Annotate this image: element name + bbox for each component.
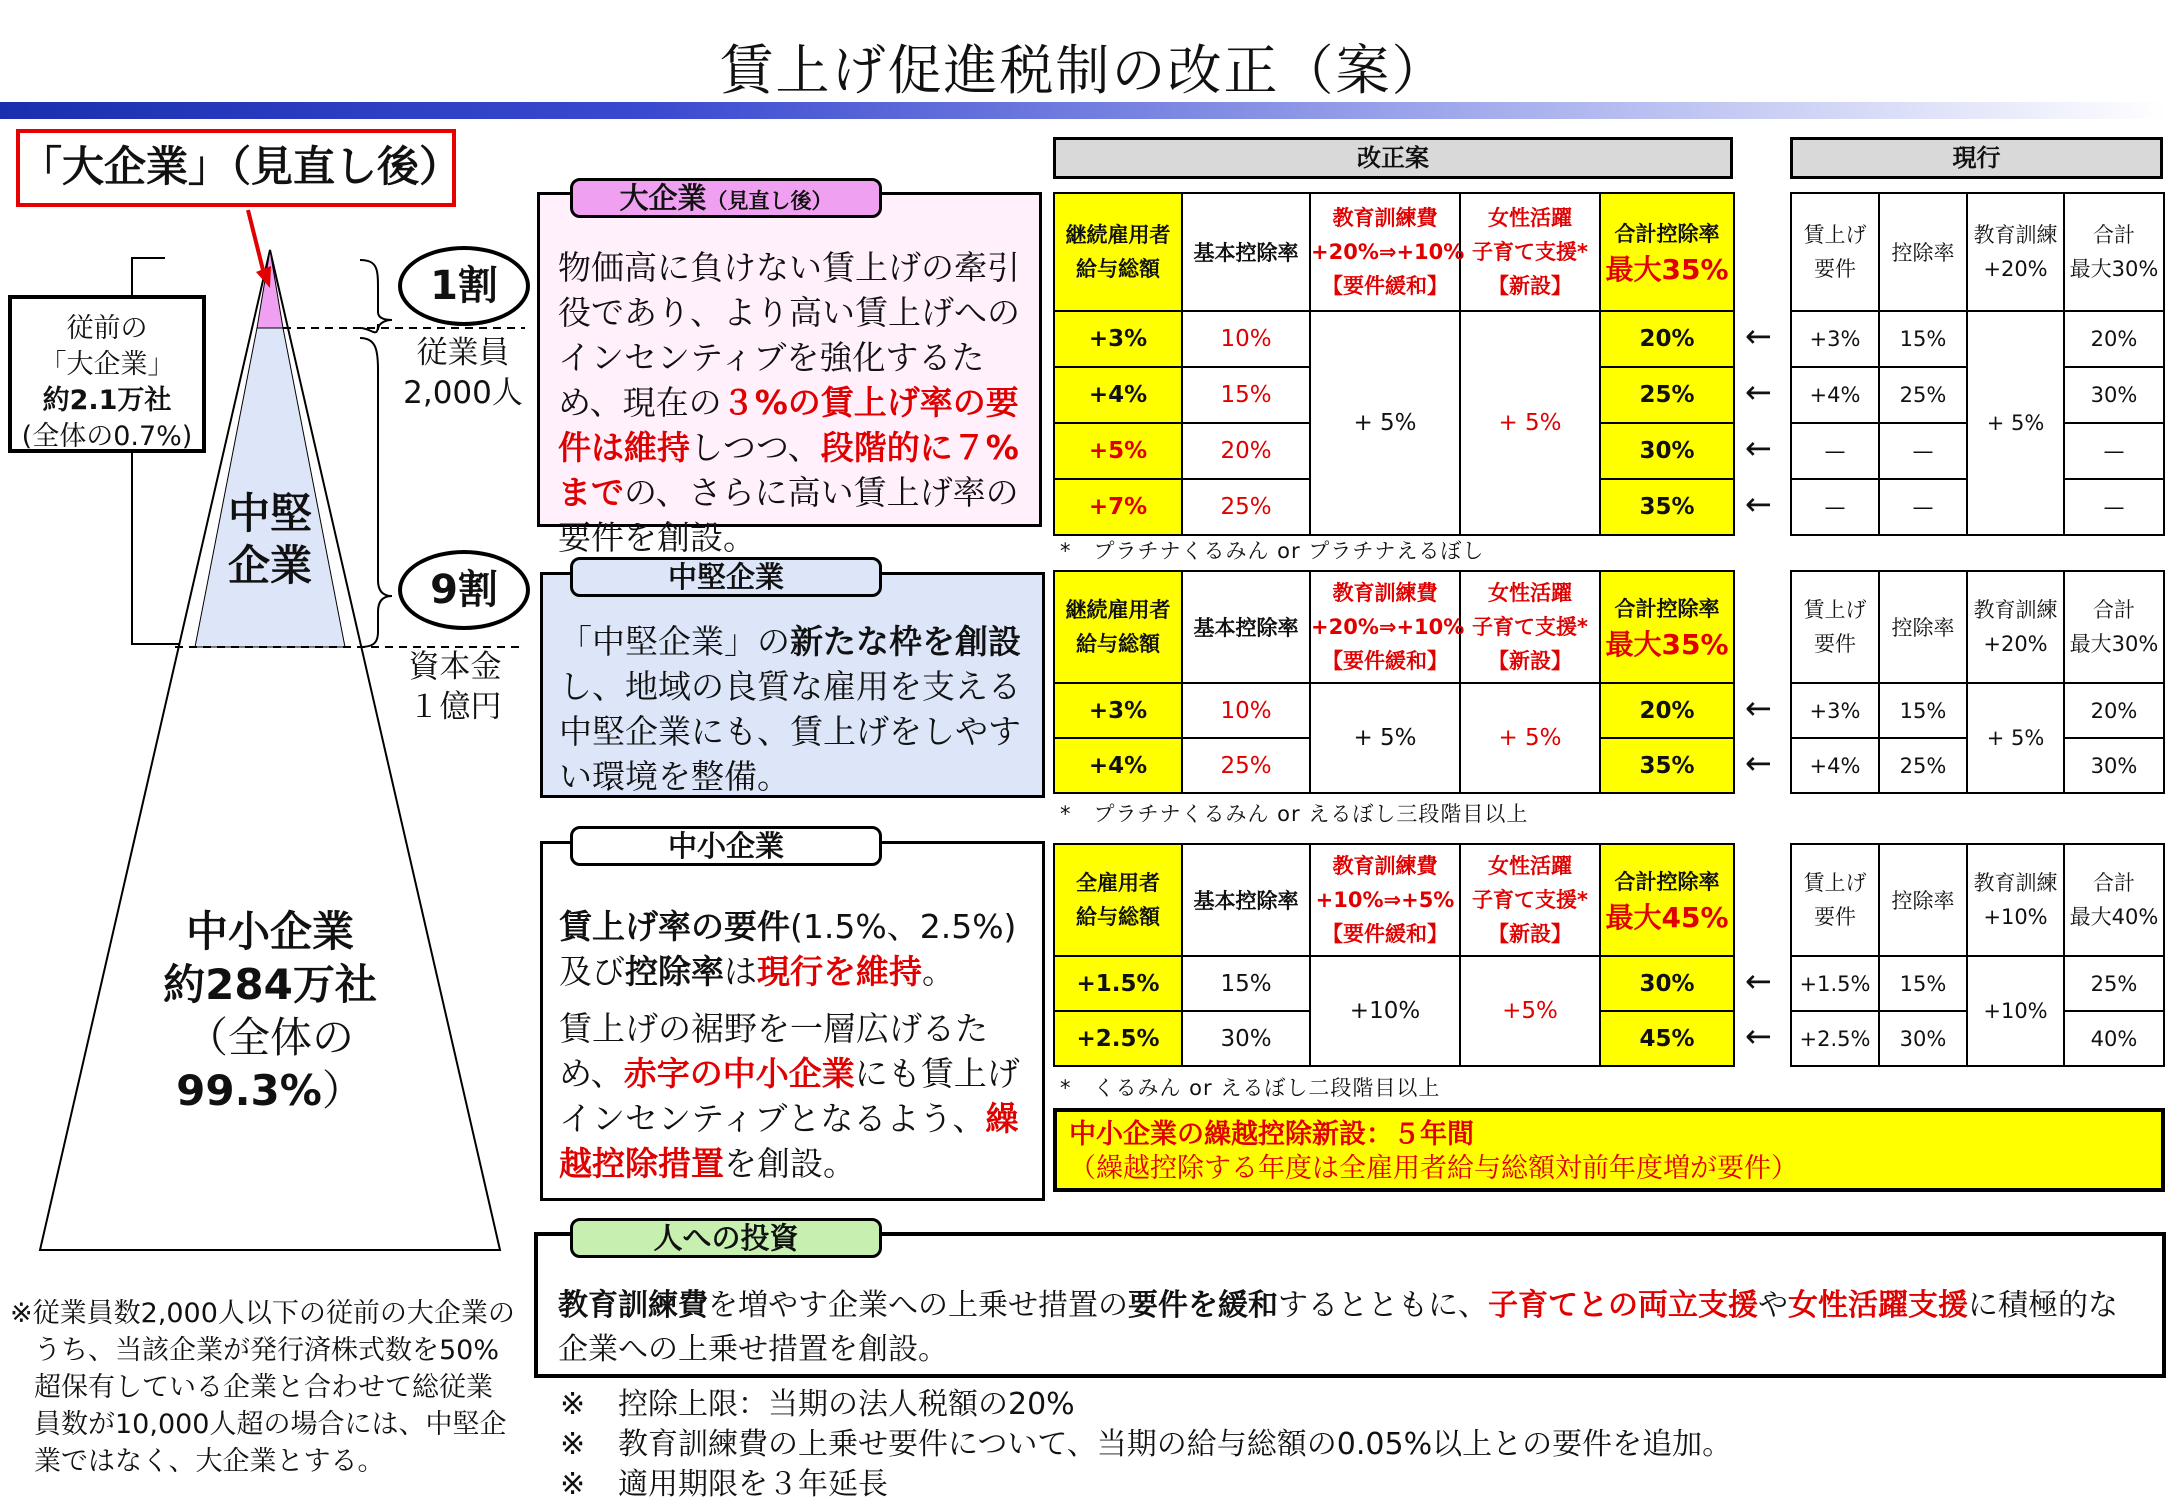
invest-h: に積極的な企業への上乗せ措置を創設。 [558,1288,2118,1367]
invest-b: を増やす企業への上乗せ措置の [708,1288,1128,1323]
table-sme-current [1790,843,2165,1067]
wage-cell: +4% [1054,738,1182,793]
hdr-edu-l1: 教育訓練費 [1332,854,1438,878]
cur-edu-merged-cell: + 5% [1967,311,2064,535]
cur-hdr-rate: 控除率 [1879,571,1967,683]
old-large-count: 約2.1万社 [42,385,172,416]
base-rate-cell: 10% [1182,683,1310,738]
ratio-oval-top: 1割 [398,246,530,326]
women-merged-cell: + 5% [1460,311,1600,535]
hdr-wage-l1: 継続雇用者 [1065,223,1171,247]
arrow-icon: ← [1745,962,1772,1000]
carry-forward-title: 中小企業の繰越控除新設：５年間 [1069,1119,1474,1150]
cur-wage-cell: +4% [1791,738,1879,793]
section-sme-text [543,844,1042,1186]
table-row [1791,956,2164,1011]
total-cell: 45% [1600,1011,1734,1066]
cur-total-cell: 20% [2064,683,2164,738]
sme-p1-f: 現行を維持 [757,952,922,991]
mid-bracket [360,338,392,647]
wage-cell: +5% [1054,423,1182,479]
hdr-total [1600,571,1734,683]
table-row [1791,311,2164,367]
old-large-share: (全体の0.7%) [21,421,193,452]
invest-d: するとともに、 [1278,1288,1488,1323]
hdr-total-l1: 合計控除率 [1614,870,1720,894]
carry-forward-condition: （繰越控除する年度は全雇用者給与総額対前年度増が要件） [1069,1153,1798,1184]
cur-hdr-wage-l1: 賃上げ [1803,598,1867,622]
hdr-edu-l3: 【要件緩和】 [1322,649,1448,673]
large-tab-label: 大企業 [619,181,707,215]
invest-tab: 人への投資 [570,1218,882,1258]
edu-merged-cell: + 5% [1310,311,1460,535]
cur-hdr-total-l2: 最大30% [2069,257,2159,281]
cur-rate-cell: 25% [1879,738,1967,793]
mid-text-1: 「中堅企業」の [559,622,790,661]
hdr-edu-l3: 【要件緩和】 [1322,922,1448,946]
cur-rate-cell: 15% [1879,956,1967,1011]
edu-merged-cell: +10% [1310,956,1460,1066]
base-rate-cell: 25% [1182,479,1310,535]
top-bracket [360,260,392,332]
cur-hdr-edu [1967,571,2064,683]
cur-hdr-edu-l2: +20% [1983,257,2048,281]
hdr-total-l1: 合計控除率 [1614,222,1720,246]
table-row [1791,683,2164,738]
wage-cell: +2.5% [1054,1011,1182,1066]
arrow-icon: ← [1745,429,1772,467]
cur-rate-cell: — [1879,423,1967,479]
hdr-women [1460,844,1600,956]
hdr-edu [1310,571,1465,683]
invest-f: や [1758,1288,1788,1323]
large-text-5: の、さらに高い賃上げ率の要件を創設。 [558,473,1019,557]
section-large-tab [570,178,882,218]
mid-text-2: 新たな枠を創設 [790,622,1021,661]
hdr-edu-l2: +20%⇒+10% [1311,240,1465,264]
wage-cell: +3% [1054,311,1182,367]
sme-p2-e: を創設。 [724,1144,856,1183]
total-cell: 20% [1600,311,1734,367]
cur-edu-merged-cell: +10% [1967,956,2064,1066]
cur-wage-cell: +3% [1791,683,1879,738]
capital-amount: １億円 [408,689,502,725]
cur-hdr-edu-l1: 教育訓練 [1973,223,2058,247]
women-merged-cell: +5% [1460,956,1600,1066]
invest-e: 子育てとの両立支援 [1488,1288,1758,1323]
cur-rate-cell: 15% [1879,683,1967,738]
hdr-edu-l1: 教育訓練費 [1332,581,1438,605]
cur-wage-cell: +2.5% [1791,1011,1879,1066]
large-table-note: * プラチナくるみん or プラチナえるぼし [1060,539,1485,563]
left-footnote-text: ※従業員数2,000人以下の従前の大企業のうち、当該企業が発行済株式数を50%超保有している企業と合わせて総従業員数が10,000人超の場合には、中堅企業ではなく、大企業とする。 [10,1298,515,1477]
wage-cell: +1.5% [1054,956,1182,1011]
cur-rate-cell: 25% [1879,367,1967,423]
base-rate-cell: 15% [1182,367,1310,423]
mid-label-line2: 企業 [227,541,312,590]
hdr-wage-l2: 給与総額 [1076,257,1160,281]
sme-p2-c: にも賃上げインセンティブとなるよう、 [559,1054,1020,1138]
total-cell: 25% [1600,367,1734,423]
section-large-text [540,195,1039,560]
edu-merged-cell: + 5% [1310,683,1460,793]
note-mark: ※ [560,1387,586,1422]
mid-label-line1: 中堅 [227,489,312,538]
cur-edu-merged-cell: + 5% [1967,683,2064,793]
sme-p1-d: 控除率 [625,952,724,991]
cur-hdr-wage-l2: 要件 [1814,632,1856,656]
cur-hdr-edu-l2: +10% [1983,905,2048,929]
cur-rate-cell: 15% [1879,311,1967,367]
hdr-women-l3: 【新設】 [1488,922,1572,946]
cur-hdr-total-l2: 最大30% [2069,632,2159,656]
old-large-enterprise-box [8,295,206,453]
hdr-base-rate: 基本控除率 [1182,571,1310,683]
arrow-icon: ← [1745,373,1772,411]
cur-wage-cell: +3% [1791,311,1879,367]
hdr-women-l2: 子育て支援* [1472,888,1588,912]
capital-label: 資本金 [408,649,502,685]
hdr-edu-l3: 【要件緩和】 [1322,274,1448,298]
cur-hdr-edu-l2: +20% [1983,632,2048,656]
hdr-total-max: 最大35% [1605,628,1729,661]
table-large-current [1790,192,2165,536]
note-item [560,1425,1732,1465]
large-tab-sublabel: （見直し後） [706,189,833,213]
section-sme-tab: 中小企業 [570,826,882,866]
sme-label-line1: 中小企業 [185,907,354,956]
sme-paragraph-2 [559,1006,1028,1186]
sme-table-note: * くるみん or えるぼし二段階目以上 [1060,1076,1441,1100]
cur-wage-cell: +1.5% [1791,956,1879,1011]
arrow-icon: ← [1745,689,1772,727]
arrow-icon: ← [1745,1017,1772,1055]
large-text-4: 段階的に７%まで [558,428,1019,512]
sme-paragraph-1 [559,904,1028,994]
cur-hdr-rate: 控除率 [1879,193,1967,311]
sme-p1-c: 及び [559,952,625,991]
total-cell: 35% [1600,479,1734,535]
cur-hdr-wage-l1: 賃上げ [1803,871,1867,895]
carry-forward-box [1053,1108,2165,1192]
bottom-notes [560,1385,1732,1505]
table-row [1054,311,1734,367]
cur-hdr-total [2064,571,2164,683]
hdr-total-l1: 合計控除率 [1614,597,1720,621]
hdr-women-l3: 【新設】 [1488,274,1572,298]
total-cell: 30% [1600,956,1734,1011]
hdr-total-max: 最大45% [1605,901,1729,934]
sme-p1-b: (1.5%、2.5%) [790,907,1017,946]
cur-hdr-wage [1791,571,1879,683]
table-mid-revised [1053,570,1735,794]
base-rate-cell: 10% [1182,311,1310,367]
section-large-box [537,192,1042,557]
employee-label: 従業員 [416,335,510,371]
cur-hdr-wage-l1: 賃上げ [1803,223,1867,247]
sme-share: （全体の99.3%） [176,1013,364,1115]
section-mid-text [543,575,1042,799]
cur-total-cell: — [2064,479,2164,535]
hdr-wage-base [1054,844,1182,956]
hdr-women-l2: 子育て支援* [1472,615,1588,639]
cur-total-cell: — [2064,423,2164,479]
base-rate-cell: 20% [1182,423,1310,479]
cur-hdr-total-l2: 最大40% [2069,905,2159,929]
wage-cell: +4% [1054,367,1182,423]
note-text: 控除上限：当期の法人税額の20% [618,1387,1075,1422]
arrow-icon: ← [1745,317,1772,355]
cur-hdr-total [2064,193,2164,311]
table-large-revised [1053,192,1735,536]
mid-text-3: し、地域の良質な雇用を支える中堅企業にも、賃上げをしやすい環境を整備。 [559,667,1021,796]
hdr-base-rate: 基本控除率 [1182,193,1310,311]
hdr-women [1460,193,1600,311]
invest-c: 要件を緩和 [1128,1288,1278,1323]
hdr-women-l2: 子育て支援* [1472,240,1588,264]
hdr-wage-l2: 給与総額 [1076,905,1160,929]
hdr-wage-base [1054,193,1182,311]
note-text: 教育訓練費の上乗せ要件について、当期の給与総額の0.05%以上との要件を追加。 [618,1427,1733,1462]
arrow-icon: ← [1745,485,1772,523]
table-sme-revised [1053,843,1735,1067]
cur-wage-cell: — [1791,423,1879,479]
hdr-edu-l1: 教育訓練費 [1332,206,1438,230]
page-title: 賃上げ促進税制の改正（案） [719,39,1448,102]
hdr-total [1600,844,1734,956]
wage-cell: +7% [1054,479,1182,535]
cur-total-cell: 30% [2064,738,2164,793]
sme-p2-b: 赤字の中小企業 [623,1054,855,1093]
cur-hdr-wage [1791,193,1879,311]
hdr-wage-base [1054,571,1182,683]
cur-hdr-edu-l1: 教育訓練 [1973,598,2058,622]
sme-p2-d: 繰越控除措置 [559,1099,1019,1183]
sme-label [100,905,440,1117]
cur-wage-cell: — [1791,479,1879,535]
hdr-wage-l1: 全雇用者 [1076,871,1160,895]
invest-g: 女性活躍支援 [1788,1288,1968,1323]
cur-hdr-wage-l2: 要件 [1814,257,1856,281]
section-sme-box [540,841,1045,1201]
old-large-line2: 「大企業」 [39,349,175,380]
hdr-edu-l2: +20%⇒+10% [1311,615,1465,639]
ratio-oval-mid: 9割 [398,550,530,630]
hdr-edu-l2: +10%⇒+5% [1315,888,1455,912]
base-rate-cell: 30% [1182,1011,1310,1066]
note-mark: ※ [560,1427,586,1462]
hdr-wage-l1: 継続雇用者 [1065,598,1171,622]
hdr-women-l1: 女性活躍 [1488,206,1572,230]
current-header: 現行 [1790,137,2163,179]
title-underline [0,102,2167,119]
large-text-1: 物価高に負けない賃上げの牽引役であり、より高い賃上げへのインセンティブを強化するため、現在の [558,248,1020,422]
capital-threshold-label [390,647,520,727]
badge-pointer-line [248,210,263,270]
cur-total-cell: 25% [2064,956,2164,1011]
employee-count: 2,000人 [403,375,523,411]
sme-count: 約284万社 [163,960,377,1009]
left-footnote [10,1295,515,1480]
hdr-women-l1: 女性活躍 [1488,581,1572,605]
cur-total-cell: 20% [2064,311,2164,367]
cur-hdr-total-l1: 合計 [2093,871,2135,895]
cur-total-cell: 30% [2064,367,2164,423]
cur-hdr-edu [1967,193,2064,311]
hdr-total [1600,193,1734,311]
hdr-base-rate: 基本控除率 [1182,844,1310,956]
total-cell: 35% [1600,738,1734,793]
table-row [1054,683,1734,738]
revised-header: 改正案 [1053,137,1733,179]
cur-rate-cell: 30% [1879,1011,1967,1066]
hdr-women-l3: 【新設】 [1488,649,1572,673]
table-row [1054,956,1734,1011]
sme-p1-e: は [724,952,757,991]
sme-p1-g: 。 [922,952,955,991]
note-text: 適用期限を３年延長 [618,1467,888,1502]
old-large-line1: 従前の [66,313,148,344]
wage-cell: +3% [1054,683,1182,738]
cur-rate-cell: — [1879,479,1967,535]
hdr-wage-l2: 給与総額 [1076,632,1160,656]
cur-wage-cell: +4% [1791,367,1879,423]
hdr-women-l1: 女性活躍 [1488,854,1572,878]
cur-hdr-edu [1967,844,2064,956]
hdr-edu [1310,193,1465,311]
hdr-women [1460,571,1600,683]
total-cell: 30% [1600,423,1734,479]
table-mid-current [1790,570,2165,794]
large-text-2: ３%の賃上げ率の要件は維持 [558,383,1019,467]
note-item [560,1385,1732,1425]
cur-hdr-wage-l2: 要件 [1814,905,1856,929]
mid-enterprise-label [200,488,340,592]
cur-hdr-total-l1: 合計 [2093,223,2135,247]
sme-p2-a: 賃上げの裾野を一層広げるため、 [559,1009,988,1093]
cur-hdr-rate: 控除率 [1879,844,1967,956]
base-rate-cell: 25% [1182,738,1310,793]
section-mid-box [540,572,1045,798]
sme-p1-a: 賃上げ率の要件 [559,907,790,946]
section-mid-tab: 中堅企業 [570,557,882,597]
invest-a: 教育訓練費 [558,1288,708,1323]
arrow-icon: ← [1745,744,1772,782]
cur-total-cell: 40% [2064,1011,2164,1066]
large-text-3: しつつ、 [690,428,821,467]
cur-hdr-total-l1: 合計 [2093,598,2135,622]
base-rate-cell: 15% [1182,956,1310,1011]
women-merged-cell: + 5% [1460,683,1600,793]
hdr-edu [1310,844,1460,956]
employee-threshold-label [398,333,528,413]
large-enterprise-badge: 「大企業」（見直し後） [16,129,456,207]
total-cell: 20% [1600,683,1734,738]
hdr-total-max: 最大35% [1605,253,1729,286]
note-mark: ※ [560,1467,586,1502]
cur-hdr-wage [1791,844,1879,956]
mid-table-note: * プラチナくるみん or えるぼし三段階目以上 [1060,802,1529,826]
note-item [560,1465,1732,1505]
cur-hdr-total [2064,844,2164,956]
cur-hdr-edu-l1: 教育訓練 [1973,871,2058,895]
